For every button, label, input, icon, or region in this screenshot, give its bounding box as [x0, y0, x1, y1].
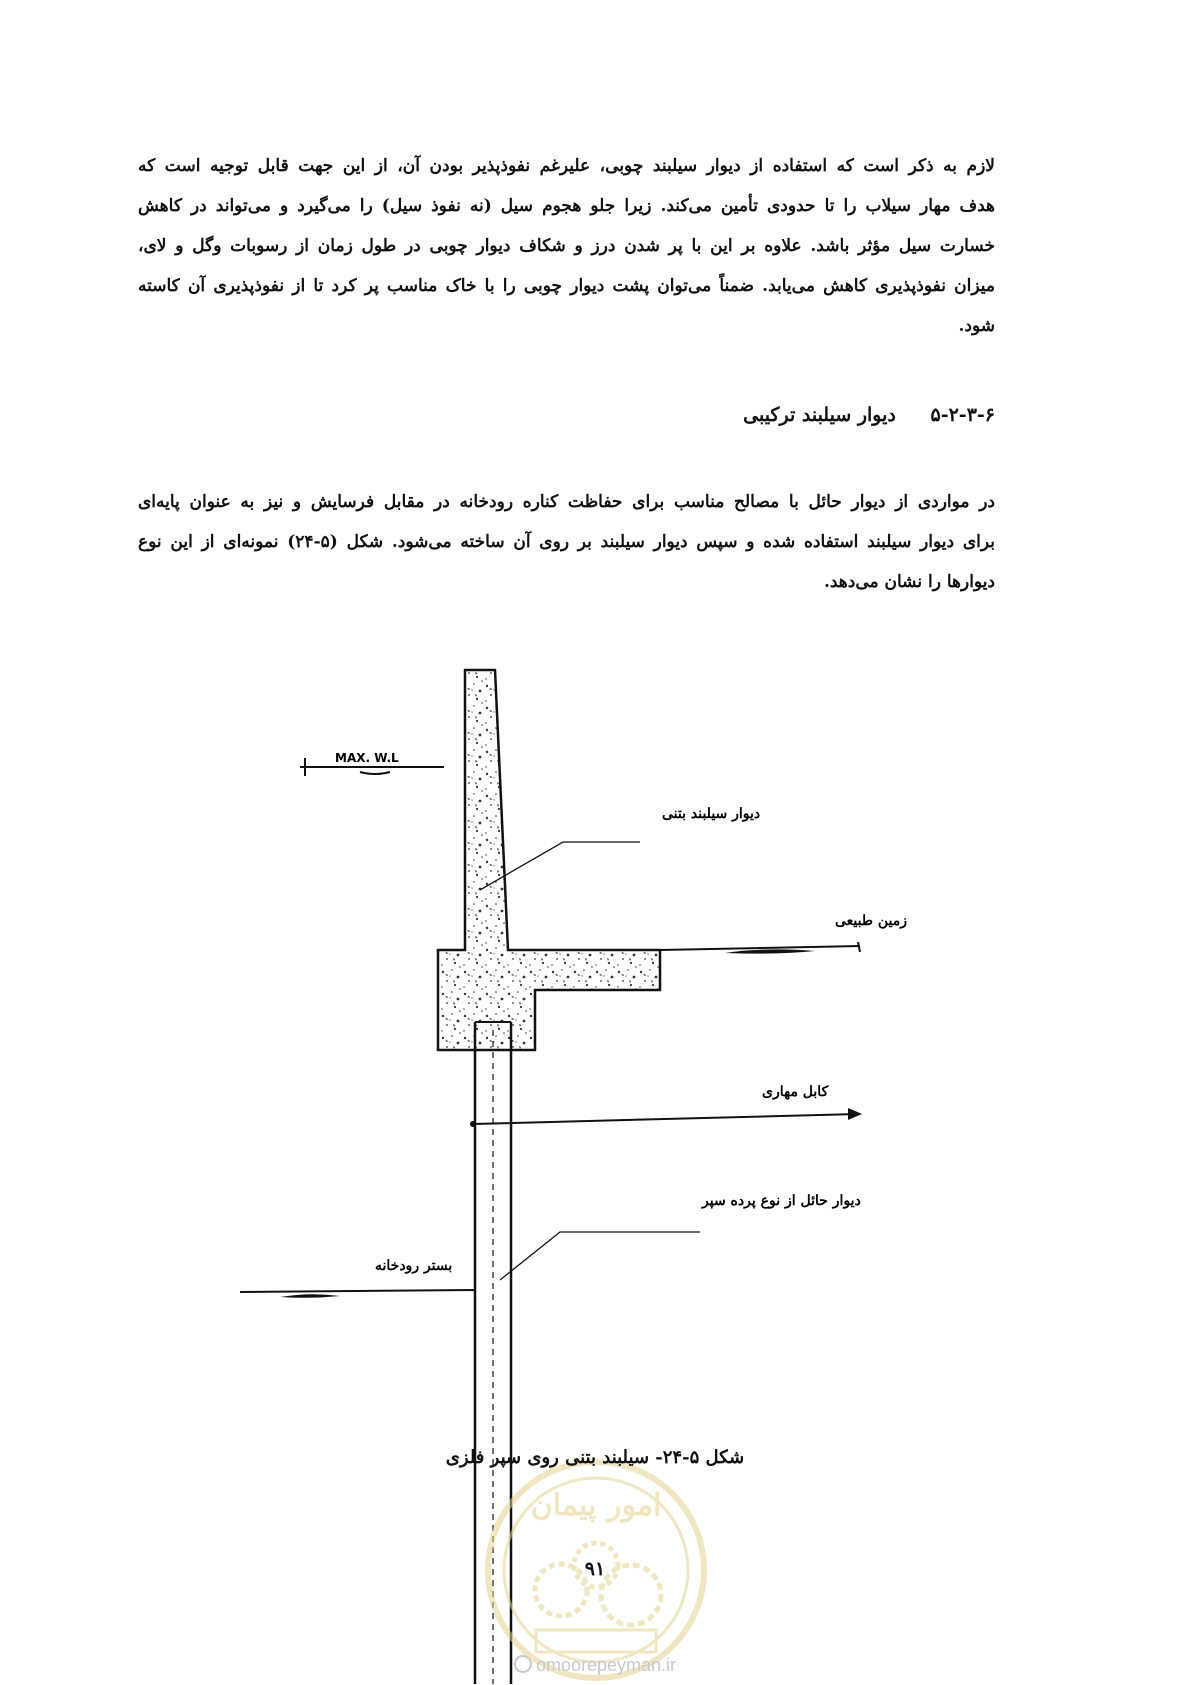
riverbed-label: بستر رودخانه [375, 1258, 453, 1274]
page-number: ۹۱ [584, 1558, 606, 1580]
natural-ground-line [660, 942, 860, 954]
paragraph-line: میزان نفوذپذیری کاهش می‌یابد. ضمناً می‌توان پشت دیوار چوبی را با خاک مناسب پر کرد تا از نفوذپذیری آن کاسته [138, 276, 995, 296]
anchor-cable-label: کابل مهاری [762, 1084, 829, 1100]
max-wl-label: MAX. W.L [335, 751, 399, 765]
paragraph-line: برای دیوار سیلبند استفاده شده و سپس دیوار سیلبند بر روی آن ساخته می‌شود. شکل (۵-۲۴) نمونه‌ای از این نوع [138, 532, 995, 552]
riverbed-line [240, 1290, 475, 1298]
watermark-site [0, 1655, 1190, 1676]
section-number: ۵-۲-۳-۶ [930, 404, 995, 426]
paragraph-line: خسارت سیل مؤثر باشد. علاوه بر این با پر شدن درز و شکاف دیوار چوبی در طول زمان از رسوبات وگل و لای، [138, 236, 995, 256]
paragraph-line: هدف مهار سیلاب را تا حدودی تأمین می‌کند. زیرا جلو هجوم سیل (نه نفوذ سیل) را می‌گیرد و می‌تواند در کاهش [138, 196, 995, 216]
max-water-level-marker [300, 751, 444, 776]
paragraph-line: لازم به ذکر است که استفاده از دیوار سیلبند چوبی، علیرغم نفوذپذیر بودن آن، از این جهت قابل توجیه است که [138, 156, 995, 176]
anchor-cable [470, 1108, 862, 1127]
watermark-site-text: omoorepeyman.ir [535, 1655, 677, 1675]
figure-caption: شکل ۵-۲۴- سیلبند بتنی روی سپر فلزی [445, 1447, 745, 1468]
paragraph-line: در مواردی از دیوار حائل با مصالح مناسب برای حفاظت کناره رودخانه در مقابل فرسایش و نیز به عنوان پایه‌ای [138, 492, 995, 512]
concrete-flood-wall [438, 670, 660, 1050]
paragraph-line: شود. [958, 316, 995, 336]
seal-text: امور پیمان [530, 1488, 662, 1523]
paragraph-line: دیوارها را نشان می‌دهد. [823, 572, 995, 592]
section-title: دیوار سیلبند ترکیبی [743, 404, 896, 426]
natural-ground-label: زمین طبیعی [835, 913, 908, 929]
concrete-wall-label: دیوار سیلبند بتنی [662, 806, 761, 822]
sheet-pile-wall-label: دیوار حائل از نوع پرده سپر [702, 1193, 861, 1209]
globe-icon [514, 1655, 532, 1673]
